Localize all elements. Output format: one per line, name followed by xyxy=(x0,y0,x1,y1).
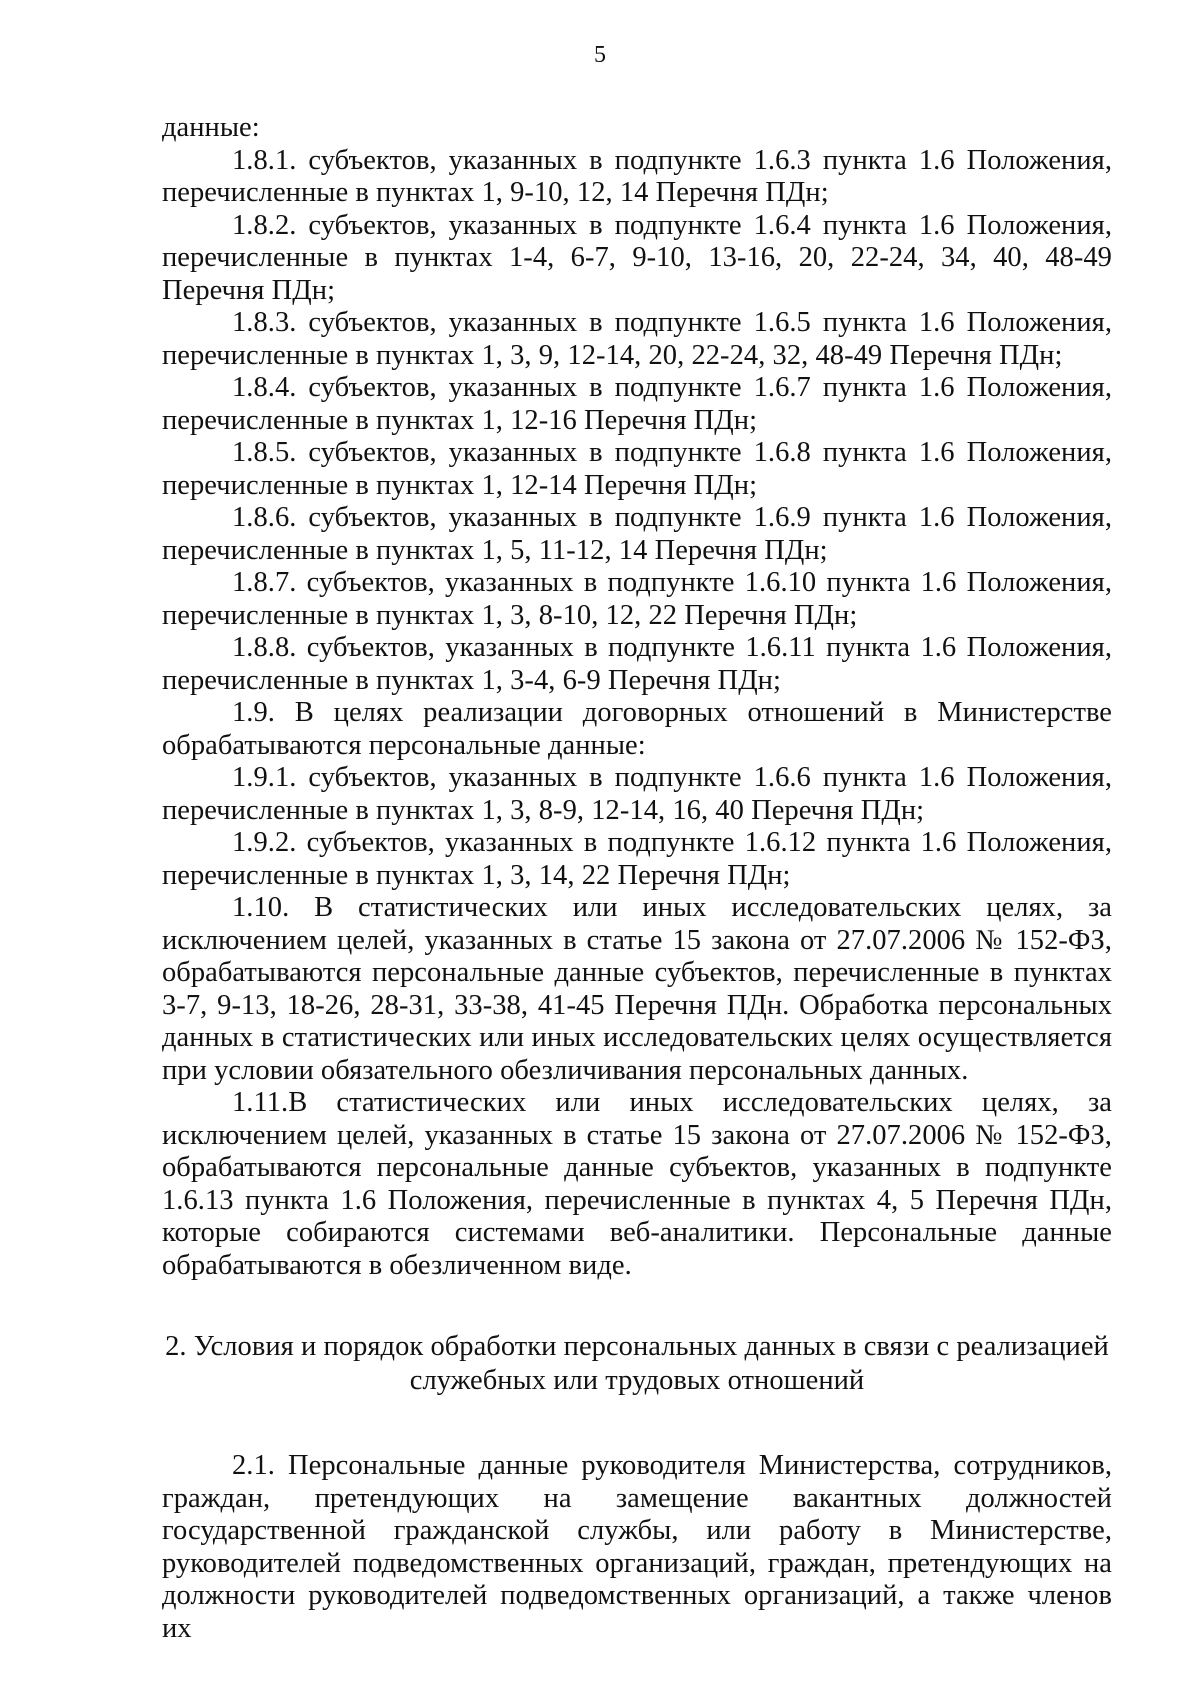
paragraph-2-1: 2.1. Персональные данные руководителя Министерства, сотрудников, граждан, претендующих на замещение вакантных должностей государственной гражданской службы, или работу в Министерстве, руководителей подведомственных организаций, граждан, претендующих на должности руководителей подведомственных организаций, а также членов их xyxy=(162,1450,1112,1644)
paragraph-1-8-3: 1.8.3. субъектов, указанных в подпункте 1.6.5 пункта 1.6 Положения, перечисленные в пунктах 1, 3, 9, 12-14, 20, 22-24, 32, 48-49 Перечня ПДн; xyxy=(162,307,1112,371)
paragraph-1-8-6: 1.8.6. субъектов, указанных в подпункте 1.6.9 пункта 1.6 Положения, перечисленные в пунктах 1, 5, 11-12, 14 Перечня ПДн; xyxy=(162,502,1112,566)
paragraph-1-8-8: 1.8.8. субъектов, указанных в подпункте 1.6.11 пункта 1.6 Положения, перечисленные в пунктах 1, 3-4, 6-9 Перечня ПДн; xyxy=(162,632,1112,696)
page-number: 5 xyxy=(594,42,606,68)
paragraph-1-9-1: 1.9.1. субъектов, указанных в подпункте 1.6.6 пункта 1.6 Положения, перечисленные в пунктах 1, 3, 8-9, 12-14, 16, 40 Перечня ПДн; xyxy=(162,762,1112,826)
paragraph-continuation: данные: xyxy=(162,112,260,143)
paragraph-1-11: 1.11.В статистических или иных исследовательских целях, за исключением целей, указанных в статье 15 закона от 27.07.2006 № 152-ФЗ, обрабатываются персональные данные субъектов, указанных в подпункте 1.6.13 пункта 1.6 Положения, перечисленные в пунктах 4, 5 Перечня ПДн, которые собираются системами веб-аналитики. Персональные данные обрабатываются в обезличенном виде. xyxy=(162,1087,1112,1281)
paragraph-1-9: 1.9. В целях реализации договорных отношений в Министерстве обрабатываются персональные данные: xyxy=(162,697,1112,761)
paragraph-1-8-2: 1.8.2. субъектов, указанных в подпункте 1.6.4 пункта 1.6 Положения, перечисленные в пунктах 1-4, 6-7, 9-10, 13-16, 20, 22-24, 34, 40, 48-49 Перечня ПДн; xyxy=(162,209,1112,306)
section-heading xyxy=(162,1330,1112,1398)
paragraph-1-8-5: 1.8.5. субъектов, указанных в подпункте 1.6.8 пункта 1.6 Положения, перечисленные в пунктах 1, 12-14 Перечня ПДн; xyxy=(162,437,1112,501)
paragraph-1-9-2: 1.9.2. субъектов, указанных в подпункте 1.6.12 пункта 1.6 Положения, перечисленные в пунктах 1, 3, 14, 22 Перечня ПДн; xyxy=(162,827,1112,891)
paragraph-1-8-1: 1.8.1. субъектов, указанных в подпункте 1.6.3 пункта 1.6 Положения, перечисленные в пунктах 1, 9-10, 12, 14 Перечня ПДн; xyxy=(162,144,1112,208)
paragraph-1-8-4: 1.8.4. субъектов, указанных в подпункте 1.6.7 пункта 1.6 Положения, перечисленные в пунктах 1, 12-16 Перечня ПДн; xyxy=(162,372,1112,436)
paragraph-1-8-7: 1.8.7. субъектов, указанных в подпункте 1.6.10 пункта 1.6 Положения, перечисленные в пунктах 1, 3, 8-10, 12, 22 Перечня ПДн; xyxy=(162,567,1112,631)
paragraph-1-10: 1.10. В статистических или иных исследовательских целях, за исключением целей, указанных в статье 15 закона от 27.07.2006 № 152-ФЗ, обрабатываются персональные данные субъектов, перечисленные в пунктах 3-7, 9-13, 18-26, 28-31, 33-38, 41-45 Перечня ПДн. Обработка персональных данных в статистических или иных исследовательских целях осуществляется при условии обязательного обезличивания персональных данных. xyxy=(162,892,1112,1086)
document-body xyxy=(162,112,1112,1645)
section-heading-line-1: 2. Условия и порядок обработки персональных данных в связи с реализацией xyxy=(165,1331,1109,1362)
section-heading-line-2: служебных или трудовых отношений xyxy=(409,1365,865,1396)
